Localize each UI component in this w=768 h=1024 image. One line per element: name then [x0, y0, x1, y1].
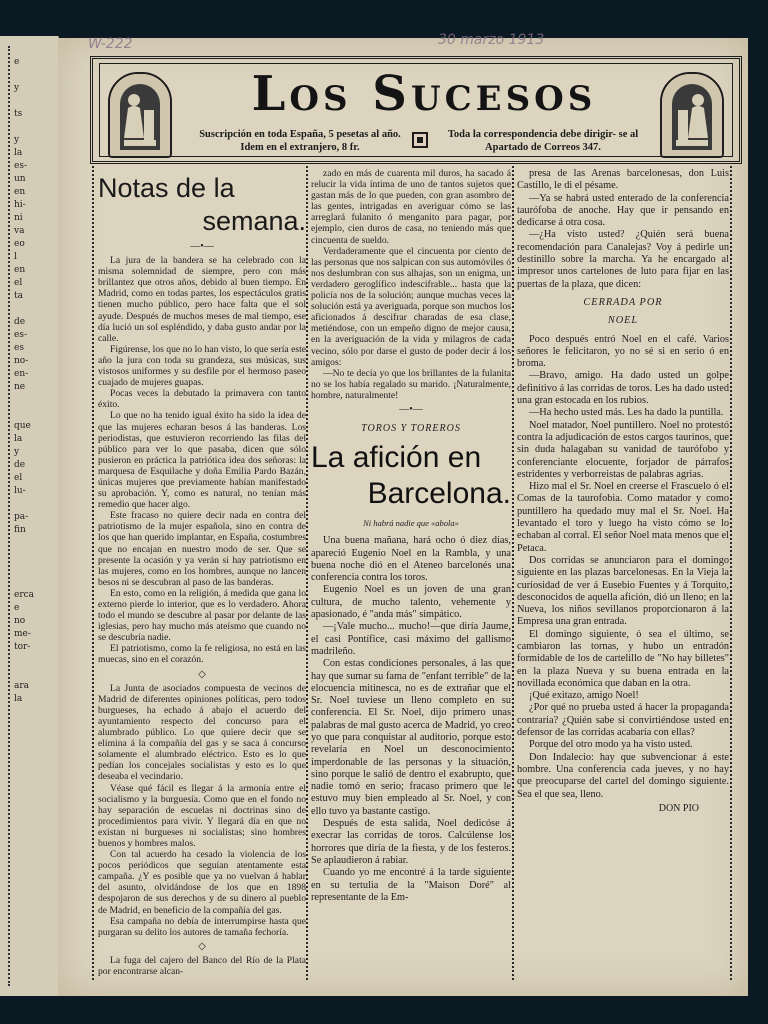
paragraph: Don Indalecio: hay que subvencionar á este hombre. Una conferencia cada jueves, y no hay que preocuparse del cartel del domingo siguiente. Sea el que sea, lleno.	[517, 751, 729, 800]
paragraph: ¡Qué exitazo, amigo Noel!	[529, 690, 639, 702]
paragraph: La fuga del cajero del Banco del Río de la Plata por encontrarse alcan-	[98, 954, 306, 977]
paragraph: —¡Vale mucho... mucho!—que diría Jaume, el casi Pontífice, casi máximo del gallismo madrileño.	[311, 621, 511, 657]
pencil-note-left: W-222	[88, 36, 133, 52]
paragraph: ¿Por qué no prueba usted á hacer la propaganda contraria? ¿Quién sabe si convirtiéndose usted en defensor de las corridas acabaría con ellas?	[517, 702, 729, 739]
column-rule-right	[730, 166, 736, 980]
paragraph: Poco después entró Noel en el café. Varios señores le felicitaron, yo no sé si en serio ó en broma.	[517, 333, 729, 370]
previous-page-fragment: e y ts y la es- un en hi- ni va eo l en el ta de es- es no- en- ne que la y de el lu- pa- fin erca e no me- tor- ara la	[14, 57, 35, 704]
aficion-headline-line-1: La afición en	[311, 441, 482, 475]
paragraph: zado en más de cuarenta mil duros, ha sacado á relucir la vida íntima de uno de tantos sujetos que gastan más de lo que pueden, con gran asombro de las gentes, intrigadas en averiguar cómo se las arreglará fulanito ó menganito para pagar, por ejemplo, cien duros de casa, no teniendo más que cincuenta de sueldo.	[311, 168, 511, 246]
divider-ornament: —•—	[190, 241, 214, 252]
correspondence-info: Toda la correspondencia debe dirigir- se al Apartado de Correos 347.	[447, 129, 639, 153]
notas-headline-line-2: semana.	[202, 206, 306, 236]
column-aficion	[311, 168, 511, 980]
aficion-headline-line-2: Barcelona.	[367, 477, 511, 511]
paragraph: Eugenio Noel es un joven de una gran cultura, de mucho talento, vehemente y apasionado, é "anda más" simpático.	[311, 584, 511, 621]
paragraph: —¿Ha visto usted? ¿Quién será buena recomendación para Canalejas? Voy á pedirle un destinillo sobre la marcha. Ya he encargado al impresor unos cartelones de luto para fijar en las puertas de la plaza, que dicen:	[517, 229, 729, 290]
column-notas	[98, 168, 306, 980]
pencil-note-date: 30 marzo 1913	[438, 32, 545, 48]
paragraph: presa de las Arenas barcelonesas, don Luis Castillo, le di el pésame.	[517, 168, 729, 192]
subscription-info: Suscripción en toda España, 5 pesetas al año. Idem en el extranjero, 8 fr.	[199, 129, 401, 153]
paragraph: —Ha hecho usted más. Les ha dado la puntilla.	[529, 407, 724, 419]
column-aficion-continued	[517, 168, 729, 980]
section-heading: TOROS Y TOREROS	[361, 423, 461, 435]
paragraph: Lo que no ha tenido igual éxito ha sido la idea de que las mujeres echaran besos á las banderas. Los periodistas, que estuvieron recorriendo las filas del público para ver lo que pasaba, dicen que sólo pusieron en práctica la patriótica idea dos señoras: la marquesa de Esquilache y doña Emilia Pardo Bazán, únicas mujeres que previamente habían manifestado su aprobación. Y, como es natural, no tenían más remedio que hacer algo.	[98, 410, 306, 511]
paragraph: —Ya se habrá usted enterado de la conferencia taurófoba de anoche. Hay que ir pensando en dedicarse á otra cosa.	[517, 192, 729, 229]
paragraph: La jura de la bandera se ha celebrado con la misma solemnidad de siempre, pero con más brillantez que otros años, debido al buen tiempo. En Madrid, como en todas partes, los espectáculos gratis tienen mucho público, pero hace falta que el sol ayude. Después de muchos meses de mal tiempo, ese día lució un sol espléndido, y daba gusto andar por la calle.	[98, 255, 306, 344]
poster-text-line-2: NOEL	[607, 315, 639, 327]
paragraph: —No te decía yo que los brillantes de la fulanita no se los había regalado su marido. ¡Naturalmente, hombre, naturalmente!	[311, 367, 511, 401]
emblem-right-icon	[660, 72, 724, 158]
masthead	[90, 56, 742, 164]
newspaper-page	[58, 32, 748, 996]
paragraph: Con estas condiciones personales, á las que hay que sumar su fama de "enfant terrible" de la elocuencia mitinesca, no es de extrañar que el Sr. Noel tuviese un lleno completo en su conferencia. El Sr. Noel, dijo primero unas palabras de mal gusto acerca de Madrid, yo creo yo que para conquistar al auditorio, porque esto revelaría en Noel un desconocimiento imperdonable de las personas y la situación, sino porque le salió de dentro el exabrupto, que nadie tomó en serio; fracaso primero que le estuvo muy bien empleado al Sr. Noel, y con ello tuvo ya bastante castigo.	[311, 658, 511, 817]
paragraph: Una buena mañana, hará ocho ó diez días, apareció Eugenio Noel en la Rambla, y una buena noche dió en el Ateneo barcelonés una conferencia contra los toros.	[311, 535, 511, 584]
paragraph: Figúrense, los que no lo han visto, lo que sería este año la jura con toda su grandeza, sus músicas, sus vistosos uniformes y su desfile por el hermoso paseo cuajado de mujeres guapas.	[98, 343, 306, 389]
paragraph: Este fracaso no quiere decir nada en contra del patriotismo de la mujer española, sino en contra de los que han querido implantar, en España, costumbres que no encajan en nuestro modo de ser. Que se presente la ocasión y ya verán si hay patriotismo en las mujeres, como en los hombres, aunque no lancen besos ni se descubran al paso de las banderas.	[98, 510, 306, 588]
previous-page	[0, 36, 59, 996]
paragraph: Hizo mal el Sr. Noel en creerse el Frascuelo ó el Comas de la taurofobia. Como matador y como puntillero ha quedado muy mal el Sr. Noel. Ha levantado el toro y luego ha visto cómo se lo echaban al corral. El señor Noel mata menos que el Petaca.	[517, 481, 729, 554]
poster-text-line-1: CERRADA POR	[583, 296, 663, 308]
paragraph: Véase qué fácil es llegar á la armonía entre el socialismo y la burguesía. Como que en el fondo no hay separación de escuelas ni doctrinas sino de procedimientos para vivir. Y llegará día en que no existan ni burgueses ni socialistas; sino hombres buenos y hombres malos.	[98, 782, 306, 849]
masthead-ornament-icon	[412, 132, 428, 148]
paragraph: El patriotismo, como la fe religiosa, no está en las muecas, sino en el corazón.	[98, 643, 306, 666]
previous-page-border	[8, 46, 12, 986]
section-ornament: ◇	[198, 940, 206, 952]
paragraph: Verdaderamente que el cincuenta por ciento de las personas que nos salpican con sus automóviles ó nos deslumbran con sus alhajas, son un enigma, un verdadero geroglífico indescifrable... hasta que la policía nos de la solución; aunque muchas veces la solución está ya averiguada, porque son muchos los aficionados á descifrar charadas de esa clase, metiéndose, con un empeño digno de mejor causa, en la averiguación de la vida y milagros de cada vecino, sólo por darse el gusto de poder decir á los amigos:	[311, 245, 511, 368]
paragraph: Esa campaña no debía de interrumpirse hasta que purgaran su delito los autores de tamaña fechoría.	[98, 915, 306, 938]
divider-ornament: —•—	[399, 403, 423, 415]
paragraph: Pocas veces la debutado la primavera con tanto éxito.	[98, 388, 306, 411]
paragraph: En esto, como en la religión, á medida que gana lo externo pierde lo interior, que es lo verdadero. Ahora todo el mundo se descubre al pasar por delante de las iglesias, pero hay mucho más ateísmo que cuando no se descubría nadie.	[98, 587, 306, 644]
section-ornament: ◇	[198, 668, 206, 680]
paragraph: —Bravo, amigo. Ha dado usted un golpe definitivo á las corridas de toros. Les ha dado usted una gran estocada en los rubios.	[517, 370, 729, 407]
paragraph: Con tal acuerdo ha cesado la violencia de los pocos periódicos que seguían atentamente esta campaña. ¿Y es posible que ya no vuelvan á hablar del asunto, olvidándose de los que en 1898 despojaron de sus derechos y de su dinero al pueblo de Madrid, en beneficio de la compañía del gas.	[98, 849, 306, 916]
notas-headline-line-1: Notas de la	[98, 173, 235, 203]
paragraph: La Junta de asociados compuesta de vecinos de Madrid de diferentes opiniones políticas, pero todos burgueses, ha echado á abajo el acuerdo del ayuntamiento respecto del concurso para el alumbrado público. Lo que quiere decir que se elimina á la compañía del gas y se saca á concurso solamente el alumbrado eléctrico. Esto es lo que pedían los concejales socialistas y esto es lo que deseaba el vecindario.	[98, 682, 306, 783]
author-signature: DON PIO	[658, 802, 699, 814]
newspaper-title: Los Sucesos	[251, 66, 597, 122]
paragraph: Porque del otro modo ya ha visto usted.	[529, 739, 693, 751]
article-dek: Ni habrá nadie que «abola»	[363, 518, 459, 529]
paragraph: Después de esta salida, Noel dedicóse á execrar las corridas de toros. Calcúlense los horrores que diría de la fiesta, y de los festeros. Se aplaudieron á rabiar.	[311, 818, 511, 866]
aficion-headline	[311, 440, 511, 512]
notas-headline	[98, 172, 306, 238]
paragraph: Noel matador, Noel puntillero. Noel no protestó contra la adjudicación de estos cargos taurinos, que sin duda halagaban su vanidad de taurófobo y conferenciante elocuente, forjador de párrafos estridentes y verborreistas de palabras agrias.	[517, 419, 729, 480]
emblem-left-icon	[108, 72, 172, 158]
paragraph: Dos corridas se anunciaron para el domingo siguiente en las plazas barcelonesas. En la Vieja la curiosidad de ver á Eusebio Fuentes y á Torquito, desconocidos de aquella afición, dió un lleno; en la Nueva, los niños sevillanos proporcionaron á la Empresa una gran entrada.	[517, 554, 729, 628]
masthead-inner-frame	[99, 63, 733, 157]
paragraph: El domingo siguiente, ó sea el último, se cambiaron las tornas, y hubo un entradón formidable de los de cartelillo de "No hay billetes" en la plaza Nueva y su buena entrada en la novillada económica que daban en la otra.	[517, 628, 729, 689]
paragraph: Cuando yo me encontré á la tarde siguiente en su tertulia de la "Maison Doré" al representante de la Em-	[311, 867, 511, 903]
